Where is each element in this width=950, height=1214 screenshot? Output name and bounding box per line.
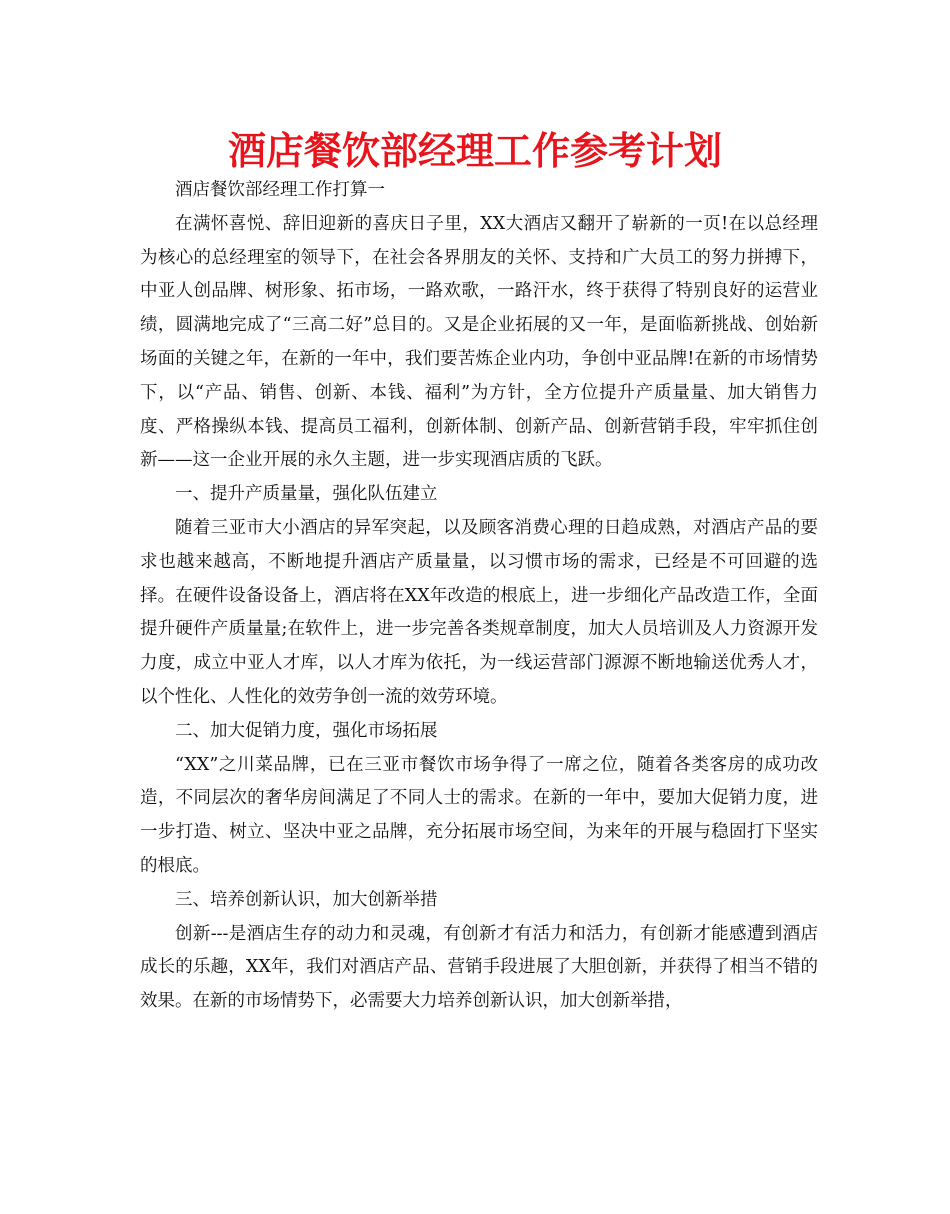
- document-title: 酒店餐饮部经理工作参考计划: [227, 128, 722, 173]
- section-heading: 三、培养创新认识，加大创新举措: [175, 889, 438, 910]
- section-heading: 一、提升产质量量，强化队伍建立: [175, 484, 438, 505]
- body-paragraph: 随着三亚市大小酒店的异军突起，以及顾客消费心理的日趋成熟，对酒店产品的要求也越来越高，不断地提升酒店产质量量，以习惯市场的需求，已经是不可回避的选择。在硬件设备设备上，酒店将在XX年改造的根底上，进一步细化产品改造工作，全面提升硬件产质量量;在软件上，进一步完善各类规章制度，加大人员培训及人力资源开发力度，成立中亚人才库，以人才库为依托，为一线运营部门源源不断地输送优秀人才，以个性化、人性化的效劳争创一流的效劳环境。: [140, 517, 818, 707]
- document-body: [140, 174, 818, 1019]
- body-paragraph: 创新---是酒店生存的动力和灵魂，有创新才有活力和活力，有创新才能感遭到酒店成长的乐趣，XX年，我们对酒店产品、营销手段进展了大胆创新，并获得了相当不错的效果。在新的市场情势下，必需要大力培养创新认识，加大创新举措，: [140, 923, 818, 1012]
- section-heading: 二、加大促销力度，强化市场拓展: [175, 720, 438, 741]
- body-paragraph: 在满怀喜悦、辞旧迎新的喜庆日子里，XX大酒店又翻开了崭新的一页!在以总经理为核心的总经理室的领导下，在社会各界朋友的关怀、支持和广大员工的努力拼搏下，中亚人创品牌、树形象、拓市场，一路欢歌，一路汗水，终于获得了特别良好的运营业绩，圆满地完成了“三高二好”总目的。又是企业拓展的又一年，是面临新挑战、创始新场面的关键之年，在新的一年中，我们要苦炼企业内功，争创中亚品牌!在新的市场情势下，以“产品、销售、创新、本钱、福利”为方针，全方位提升产质量量、加大销售力度、严格操纵本钱、提高员工福利，创新体制、创新产品、创新营销手段，牢牢抓住创新——这一企业开展的永久主题，进一步实现酒店质的飞跃。: [140, 213, 818, 471]
- body-paragraph: “XX”之川菜品牌，已在三亚市餐饮市场争得了一席之位，随着各类客房的成功改造，不同层次的奢华房间满足了不同人士的需求。在新的一年中，要加大促销力度，进一步打造、树立、坚决中亚之品牌，充分拓展市场空间，为来年的开展与稳固打下坚实的根底。: [140, 754, 818, 876]
- subtitle-paragraph: 酒店餐饮部经理工作打算一: [175, 180, 385, 200]
